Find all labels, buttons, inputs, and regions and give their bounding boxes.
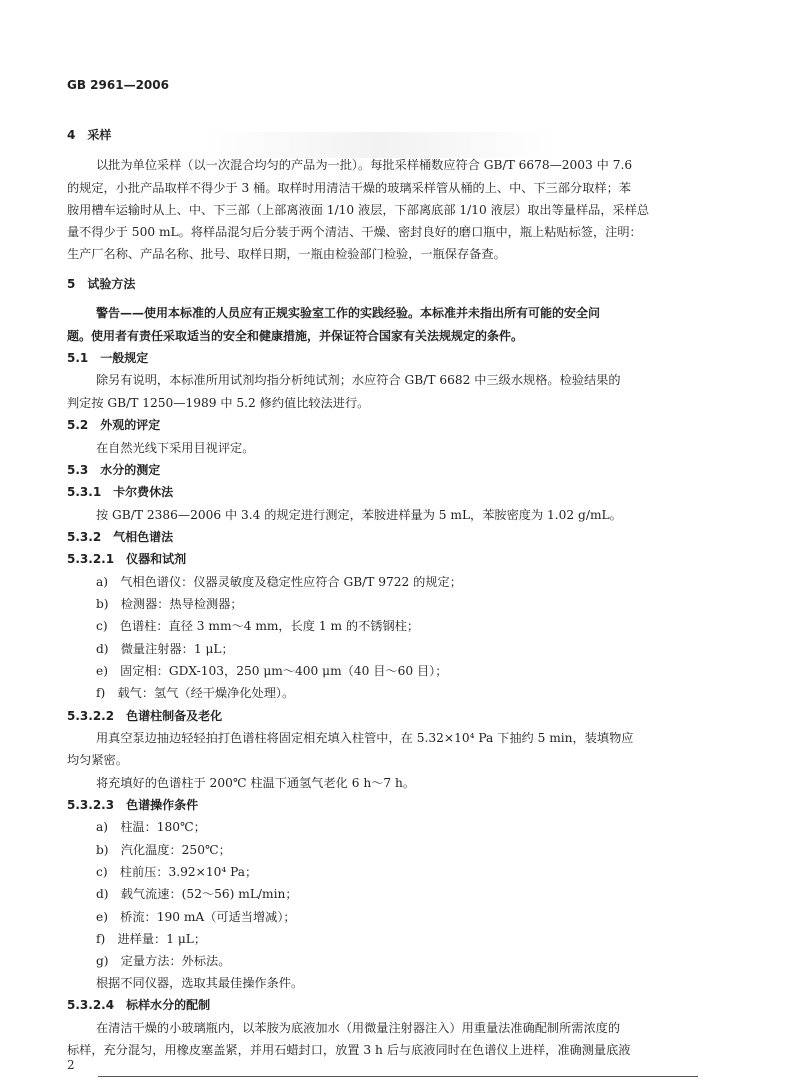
list-item: f) 载气：氢气（经干燥净化处理）。 <box>96 686 295 700</box>
s4-para-line-2: 的规定，小批产品取样不得少于 3 桶。取样时用清洁干燥的玻璃采样管从桶的上、中、下三部分取样；苯 <box>67 181 631 195</box>
standard-number: GB 2961—2006 <box>67 78 169 92</box>
s4-para-line-5: 生产厂名称、产品名称、批号、取样日期，一瓶由检验部门检验，一瓶保存备查。 <box>67 247 506 261</box>
list-item: a) 柱温：180℃； <box>96 820 206 834</box>
s531-para-line-1: 按 GB/T 2386—2006 中 3.4 的规定进行测定，苯胺进样量为 5 mL，苯胺密度为 1.02 g/mL。 <box>96 508 622 522</box>
list-item: b) 检测器：热导检测器； <box>96 597 243 611</box>
warning-line-2: 题。使用者有责任采取适当的安全和健康措施，并保证符合国家有关法规规定的条件。 <box>67 329 524 343</box>
s5322-para-line-3: 将充填好的色谱柱于 200℃ 柱温下通氢气老化 6 h～7 h。 <box>96 776 416 790</box>
section-5-3-2-3-title: 5.3.2.3 色谱操作条件 <box>67 798 199 812</box>
section-5-1-title: 5.1 一般规定 <box>67 351 149 365</box>
list-item: c) 色谱柱：直径 3 mm～4 mm，长度 1 m 的不锈钢柱； <box>96 619 420 633</box>
list-item: e) 桥流：190 mA（可适当增减）； <box>96 910 296 924</box>
list-item: c) 柱前压：3.92×10⁴ Pa； <box>96 865 258 879</box>
section-4-title: 4 采样 <box>67 128 112 142</box>
s52-para-line-1: 在自然光线下采用目视评定。 <box>96 441 255 455</box>
s51-para-line-1: 除另有说明，本标准所用试剂均指分析纯试剂；水应符合 GB/T 6682 中三级水规格。检验结果的 <box>96 373 621 387</box>
list-item: e) 固定相：GDX-103，250 μm～400 μm（40 目～60 目）； <box>96 664 448 678</box>
section-5-3-2-4-title: 5.3.2.4 标样水分的配制 <box>67 998 211 1012</box>
list-item: d) 微量注射器：1 μL； <box>96 642 234 656</box>
s51-para-line-2: 判定按 GB/T 1250—1989 中 5.2 修约值比较法进行。 <box>67 396 370 410</box>
s4-para-line-3: 胺用槽车运输时从上、中、下三部（上部离液面 1/10 液层，下部离底部 1/10 液层）取出等量样品，采样总 <box>67 203 650 217</box>
s4-para-line-4: 量不得少于 500 mL。将样品混匀后分装于两个清洁、干燥、密封良好的磨口瓶中，瓶上粘贴标签，注明： <box>67 225 642 239</box>
section-5-title: 5 试验方法 <box>67 277 136 291</box>
section-5-3-title: 5.3 水分的测定 <box>67 463 161 477</box>
list-item: f) 进样量：1 μL； <box>96 932 207 946</box>
s5322-para-line-2: 均匀紧密。 <box>67 753 128 767</box>
s5324-para-line-2: 标样，充分混匀，用橡皮塞盖紧，并用石蜡封口，放置 3 h 后与底液同时在色谱仪上进样，准确测量底液 <box>67 1043 631 1057</box>
warning-line-1: 警告——使用本标准的人员应有正规实验室工作的实践经验。本标准并未指出所有可能的安全问 <box>96 306 601 320</box>
section-5-3-2-1-title: 5.3.2.1 仪器和试剂 <box>67 552 187 566</box>
s4-para-line-1: 以批为单位采样（以一次混合均匀的产品为一批）。每批采样桶数应符合 GB/T 6678—2003 中 7.6 <box>96 158 633 172</box>
section-5-3-2-title: 5.3.2 气相色谱法 <box>67 530 174 544</box>
section-5-3-2-2-title: 5.3.2.2 色谱柱制备及老化 <box>67 709 223 723</box>
section-5-3-1-title: 5.3.1 卡尔费休法 <box>67 485 174 499</box>
page-number: 2 <box>67 1058 75 1072</box>
list-item: b) 汽化温度：250℃； <box>96 843 231 857</box>
list-item: d) 载气流速：(52～56) mL/min； <box>96 887 298 901</box>
s5322-para-line-1: 用真空泵边抽边轻轻拍打色谱柱将固定相充填入柱管中，在 5.32×10⁴ Pa 下抽约 5 min，装填物应 <box>96 731 634 745</box>
list-item: g) 定量方法：外标法。 <box>96 954 231 968</box>
s5324-para-line-1: 在清洁干燥的小玻璃瓶内，以苯胺为底液加水（用微量注射器注入）用重量法准确配制所需浓度的 <box>96 1021 621 1035</box>
list-item: a) 气相色谱仪：仪器灵敏度及稳定性应符合 GB/T 9722 的规定； <box>96 575 462 589</box>
s5323-para-line-1: 根据不同仪器，选取其最佳操作条件。 <box>96 976 304 990</box>
bottom-rule <box>98 1076 698 1077</box>
section-5-2-title: 5.2 外观的评定 <box>67 418 161 432</box>
